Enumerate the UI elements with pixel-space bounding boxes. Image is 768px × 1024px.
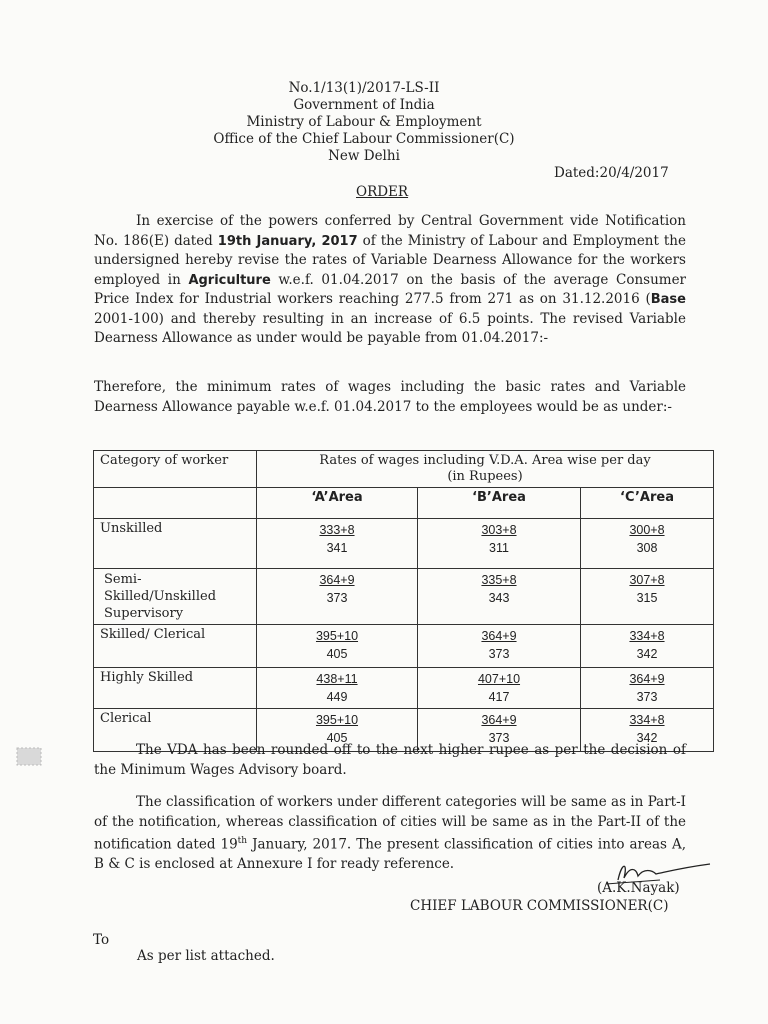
- city-name: New Delhi: [328, 148, 400, 164]
- rate-total: 341: [326, 541, 348, 555]
- row-category: Skilled/ Clerical: [94, 625, 257, 668]
- para1-bold-date: 19th January, 2017: [217, 233, 358, 249]
- punch-hole-mark: [14, 745, 46, 769]
- table-area-row: [94, 488, 714, 519]
- office-name: Office of the Chief Labour Commissioner(C): [213, 131, 515, 147]
- date-line: Dated:20/4/2017: [554, 165, 669, 181]
- rate-base: 438+11: [316, 672, 358, 686]
- rate-total: 373: [488, 647, 510, 661]
- table-row: [94, 569, 714, 625]
- rate-a: [257, 519, 418, 569]
- rate-b: [418, 569, 581, 625]
- rate-base: 364+9: [629, 672, 665, 686]
- rate-c: [581, 625, 714, 668]
- signatory-title: CHIEF LABOUR COMMISSIONER(C): [410, 898, 669, 914]
- row-category: Semi-Skilled/Unskilled Supervisory: [94, 569, 257, 625]
- para4-text-2: January, 2017. The present classification of cities into areas A, B & C is enclosed at Annexure I for ready reference.: [94, 836, 686, 872]
- government-name: Government of India: [293, 97, 435, 113]
- header-rates-line-2: (in Rupees): [447, 469, 523, 484]
- rate-base: 334+8: [629, 629, 665, 643]
- rate-total: 343: [488, 591, 510, 605]
- rate-c: [581, 519, 714, 569]
- table-header-row: [94, 451, 714, 488]
- rate-b: [418, 668, 581, 709]
- rate-total: 342: [636, 647, 658, 661]
- area-b-heading: ‘B’Area: [418, 488, 581, 519]
- area-c-heading: ‘C’Area: [581, 488, 714, 519]
- paragraph-minimum-rates: Therefore, the minimum rates of wages including the basic rates and Variable Dearness Allowance payable w.e.f. 01.04.2017 to the employees would be as under:-: [94, 379, 686, 415]
- rate-base: 364+9: [481, 713, 517, 727]
- rate-base: 307+8: [629, 573, 665, 587]
- para1-bold-sector: Agriculture: [188, 272, 271, 288]
- row-category: Unskilled: [94, 519, 257, 569]
- header-rates-line-1: Rates of wages including V.D.A. Area wise per day: [319, 453, 651, 468]
- table-row: [94, 519, 714, 569]
- para4-text-1: The classification of workers under different categories will be same as in Part-I of the notification, whereas classification of cities will be same as in the Part-II of the notification dated 19: [94, 794, 686, 853]
- signatory-name: (A.K.Nayak): [597, 880, 680, 896]
- recipients-line: As per list attached.: [137, 948, 275, 964]
- to-label: To: [93, 932, 110, 948]
- rate-total: 417: [488, 690, 510, 704]
- area-a-heading: ‘A’Area: [257, 488, 418, 519]
- row-category: Highly Skilled: [94, 668, 257, 709]
- rate-base: 334+8: [629, 713, 665, 727]
- rate-a: [257, 625, 418, 668]
- order-title: ORDER: [356, 184, 409, 200]
- rate-base: 364+9: [319, 573, 355, 587]
- rate-total: 373: [488, 731, 510, 745]
- rate-b: [418, 625, 581, 668]
- rate-a: [257, 668, 418, 709]
- row-category: Clerical: [94, 709, 257, 752]
- header-category: Category of worker: [94, 451, 257, 488]
- rate-total: 342: [636, 731, 658, 745]
- rate-base: 407+10: [477, 672, 521, 686]
- para1-text-3: w.e.f. 01.04.2017 on the basis of the average Consumer Price Index for Industrial workers reaching 277.5 from 271 as on 31.12.2016 (: [94, 271, 687, 307]
- rate-base: 395+10: [315, 629, 359, 643]
- rate-base: 333+8: [319, 523, 355, 537]
- rate-total: 449: [326, 690, 348, 704]
- area-row-blank: [94, 488, 257, 519]
- para1-text-1: In exercise of the powers conferred by Central Government vide Notification No. 186(E) dated: [94, 213, 686, 249]
- paragraph-classification: [94, 793, 686, 875]
- paragraph-vda-rounding: The VDA has been rounded off to the next higher rupee as per the decision of the Minimum Wages Advisory board.: [94, 742, 686, 778]
- rate-b: [418, 519, 581, 569]
- ministry-name: Ministry of Labour & Employment: [246, 114, 482, 130]
- rate-base: 364+9: [481, 629, 517, 643]
- rate-total: 373: [636, 690, 658, 704]
- paragraph-notification: [94, 212, 686, 349]
- reference-number: No.1/13(1)/2017-LS-II: [288, 80, 440, 96]
- letterhead: [0, 80, 768, 165]
- rate-c: [581, 668, 714, 709]
- para1-bold-base: Base: [650, 292, 686, 307]
- para1-text-2: of the Ministry of Labour and Employment the undersigned hereby revise the rates of Variable Dearness Allowance for the workers employed in: [94, 232, 686, 288]
- rate-total: 373: [326, 591, 348, 605]
- wage-rates-table: [93, 450, 714, 752]
- rate-total: 405: [326, 731, 348, 745]
- rate-a: [257, 569, 418, 625]
- rate-base: 395+10: [315, 713, 359, 727]
- rate-c: [581, 569, 714, 625]
- rate-total: 405: [326, 647, 348, 661]
- rate-total: 311: [489, 541, 509, 555]
- rate-base: 303+8: [481, 523, 517, 537]
- rate-base: 300+8: [629, 523, 665, 537]
- table-row: [94, 668, 714, 709]
- rate-base: 335+8: [481, 573, 517, 587]
- rate-total: 315: [636, 591, 658, 605]
- header-rates: [257, 451, 714, 488]
- para4-superscript: th: [237, 836, 248, 846]
- rate-total: 308: [636, 541, 658, 555]
- para1-text-4: 2001-100) and thereby resulting in an increase of 6.5 points. The revised Variable Dearness Allowance as under would be payable from 01.04.2017:-: [94, 310, 686, 346]
- table-row: [94, 625, 714, 668]
